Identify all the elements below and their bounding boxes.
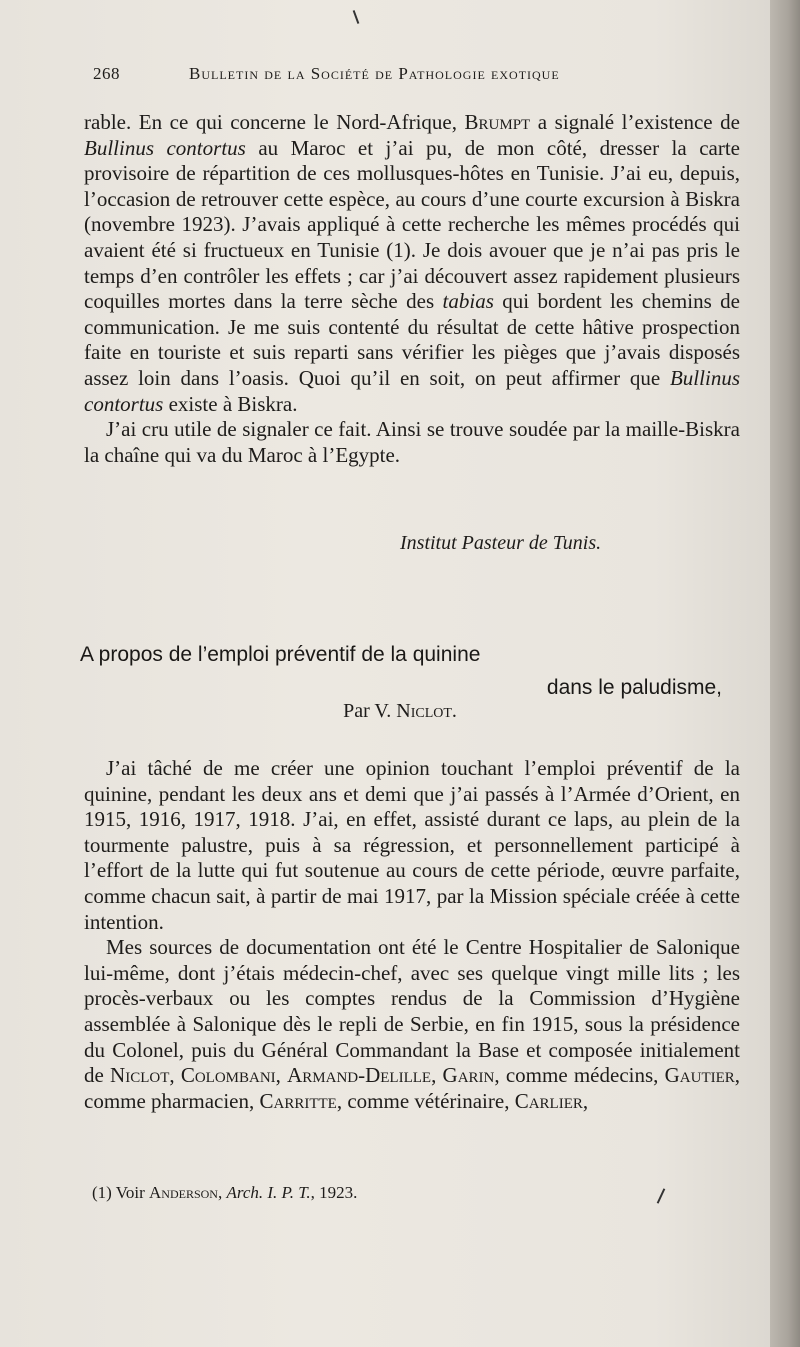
author-name-smallcaps: Carlier	[514, 1088, 583, 1113]
footnote-sep: ,	[217, 1183, 227, 1202]
text-run: ,	[582, 1088, 589, 1113]
author-name-smallcaps: Gautier	[664, 1063, 735, 1088]
author-name-smallcaps: Brumpt	[464, 110, 531, 134]
text-run: ,	[431, 1063, 443, 1088]
article1-paragraph-1	[84, 110, 740, 417]
footnote-journal: Arch. I. P. T.	[226, 1183, 311, 1202]
text-run: Mes sources de documentation ont été le Centre Hospitalier de Salonique lui-même, dont j’étais médecin-chef, avec ses quelque vingt mille lits ; les procès-verbaux ou les comptes rendus de la Commission d’Hygiène assemblée à Salonique dès le repli de Serbie, en fin 1915, sous la présidence du Colonel, puis du Général Commandant la Base et composée initialement de	[84, 935, 740, 1088]
footnote	[92, 1183, 692, 1203]
article1-body	[84, 110, 740, 468]
author-name-smallcaps: Garin	[442, 1063, 495, 1088]
article2-paragraph-2	[84, 935, 740, 1114]
running-header	[93, 64, 653, 84]
text-run: , comme pharmacien,	[84, 1063, 741, 1113]
article2-author	[80, 700, 720, 723]
book-spine-shadow	[770, 0, 800, 1347]
article2-body	[84, 756, 740, 1114]
text-run: qui bordent les chemins de communication. Je me suis contenté du résultat de cette hâtive prospection faite en touriste et suis reparti sans vérifier les pièges que j’avais disposés assez loin dans l’oasis. Quoi qu’il en soit, on peut affirmer que	[84, 289, 740, 390]
article2-title	[80, 638, 750, 704]
article1-signature: Institut Pasteur de Tunis.	[400, 532, 602, 554]
text-run: ,	[169, 1063, 181, 1088]
text-run: , comme médecins,	[494, 1063, 665, 1088]
text-run: existe à Biskra.	[163, 391, 298, 416]
text-run: ,	[275, 1063, 288, 1088]
article2-paragraph-1-text: J’ai tâché de me créer une opinion touchant l’emploi préventif de la quinine, pendant les deux ans et demi que j’ai passés à l’Armée d’Orient, en 1915, 1916, 1917, 1918. J’ai, en effet, assisté durant ce laps, au plein de la tourmente palustre, puis à sa régression, et personnellement participé à l’effort de la lutte qui fut soutenue au cours de cette période, œuvre parfaite, comme chacun sait, à partir de mai 1917, par la Mission spéciale créée à cette intention.	[84, 756, 740, 934]
italic-term: Bullinus contortus	[84, 365, 740, 416]
article2-paragraph-1	[84, 756, 740, 935]
author-name-smallcaps: Colombani	[180, 1063, 276, 1088]
footnote-year: , 1923.	[310, 1183, 358, 1202]
footnote-author: Anderson	[149, 1183, 218, 1202]
author-name-smallcaps: Carritte	[259, 1088, 337, 1113]
author-name-smallcaps: Niclot	[110, 1063, 170, 1088]
author-prefix: Par V.	[343, 700, 397, 722]
text-run: rable. En ce qui concerne le Nord-Afrique,	[84, 110, 465, 134]
text-run: au Maroc et j’ai pu, de mon côté, dresser la carte provisoire de répartition de ces mollusques-hôtes en Tunisie. J’ai eu, depuis, l’occasion de retrouver cette espèce, au cours d’une courte excursion à Biskra (novembre 1923). J’avais appliqué à cette recherche les mêmes procédés qui avaient été si fructueux en Tunisie (1). Je dois avouer que je n’ai pas pris le temps d’en contrôler les effets ; car j’ai découvert assez rapidement plusieurs coquilles mortes dans la terre sèche des	[84, 135, 740, 314]
text-run: a signalé l’existence de	[530, 110, 740, 134]
article1-paragraph-2	[84, 417, 740, 468]
author-name-smallcaps: Armand-Delille	[287, 1063, 432, 1088]
journal-title: Bulletin de la Société de Pathologie exotique	[189, 64, 560, 83]
article2-title-line1: A propos de l’emploi préventif de la quinine	[80, 643, 481, 666]
footnote-prefix: (1) Voir	[92, 1183, 149, 1202]
text-run: , comme vétérinaire,	[336, 1088, 515, 1113]
italic-term: Bullinus contortus	[84, 135, 246, 160]
article2-title-line2: dans le paludisme,	[546, 676, 722, 699]
italic-term: tabias	[442, 289, 494, 314]
article1-paragraph-2-text: J’ai cru utile de signaler ce fait. Ainsi se trouve soudée par la maille-Biskra la chaîne qui va du Maroc à l’Egypte.	[84, 417, 740, 467]
author-name: Niclot.	[396, 700, 457, 722]
page-number: 268	[93, 64, 120, 83]
